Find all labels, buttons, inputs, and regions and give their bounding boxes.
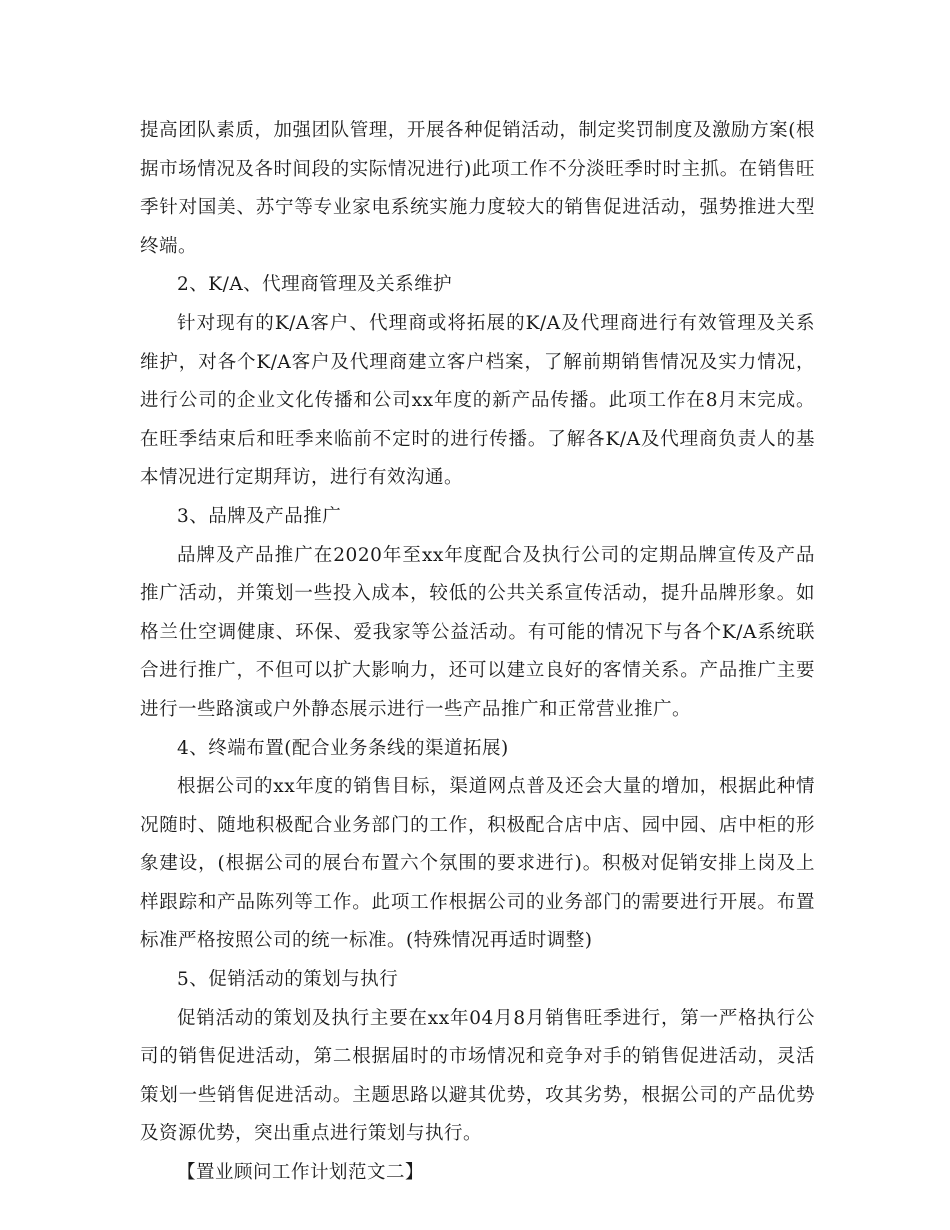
body-paragraph: 针对现有的K/A客户、代理商或将拓展的K/A及代理商进行有效管理及关系维护，对各个K/A客户及代理商建立客户档案，了解前期销售情况及实力情况，进行公司的企业文化传播和公司xx年度的新产品传播。此项工作在8月末完成。在旺季结束后和旺季来临前不定时的进行传播。了解各K/A及代理商负责人的基本情况进行定期拜访，进行有效沟通。 [140,312,815,489]
body-paragraph: 促销活动的策划及执行主要在xx年04月8月销售旺季进行，第一严格执行公司的销售促进活动，第二根据届时的市场情况和竞争对手的销售促进活动，灵活策划一些销售促进活动。主题思路以避其优势，攻其劣势，根据公司的产品优势及资源优势，突出重点进行策划与执行。 [140,1007,815,1145]
body-paragraph: 根据公司的xx年度的销售目标，渠道网点普及还会大量的增加，根据此种情况随时、随地积极配合业务部门的工作，积极配合店中店、园中园、店中柜的形象建设，(根据公司的展台布置六个氛围的要求进行)。积极对促销安排上岗及上样跟踪和产品陈列等工作。此项工作根据公司的业务部门的需要进行开展。布置标准严格按照公司的统一标准。(特殊情况再适时调整) [140,776,815,952]
section-heading: 4、终端布置(配合业务条线的渠道拓展) [177,737,509,759]
section-heading: 3、品牌及产品推广 [177,505,342,527]
body-paragraph: 提高团队素质，加强团队管理，开展各种促销活动，制定奖罚制度及激励方案(根据市场情况及各时间段的实际情况进行)此项工作不分淡旺季时时主抓。在销售旺季针对国美、苏宁等专业家电系统实施力度较大的销售促进活动，强势推进大型终端。 [140,120,815,257]
section-heading: 【置业顾问工作计划范文二】 [177,1162,425,1184]
body-paragraph: 品牌及产品推广在2020年至xx年度配合及执行公司的定期品牌宣传及产品推广活动，并策划一些投入成本，较低的公共关系宣传活动，提升品牌形象。如格兰仕空调健康、环保、爱我家等公益活动。有可能的情况下与各个K/A系统联合进行推广，不但可以扩大影响力，还可以建立良好的客情关系。产品推广主要进行一些路演或户外静态展示进行一些产品推广和正常营业推广。 [140,544,815,720]
section-heading: 5、促销活动的策划与执行 [177,969,399,991]
document-body [140,112,815,1193]
section-heading: 2、K/A、代理商管理及关系维护 [177,274,453,296]
